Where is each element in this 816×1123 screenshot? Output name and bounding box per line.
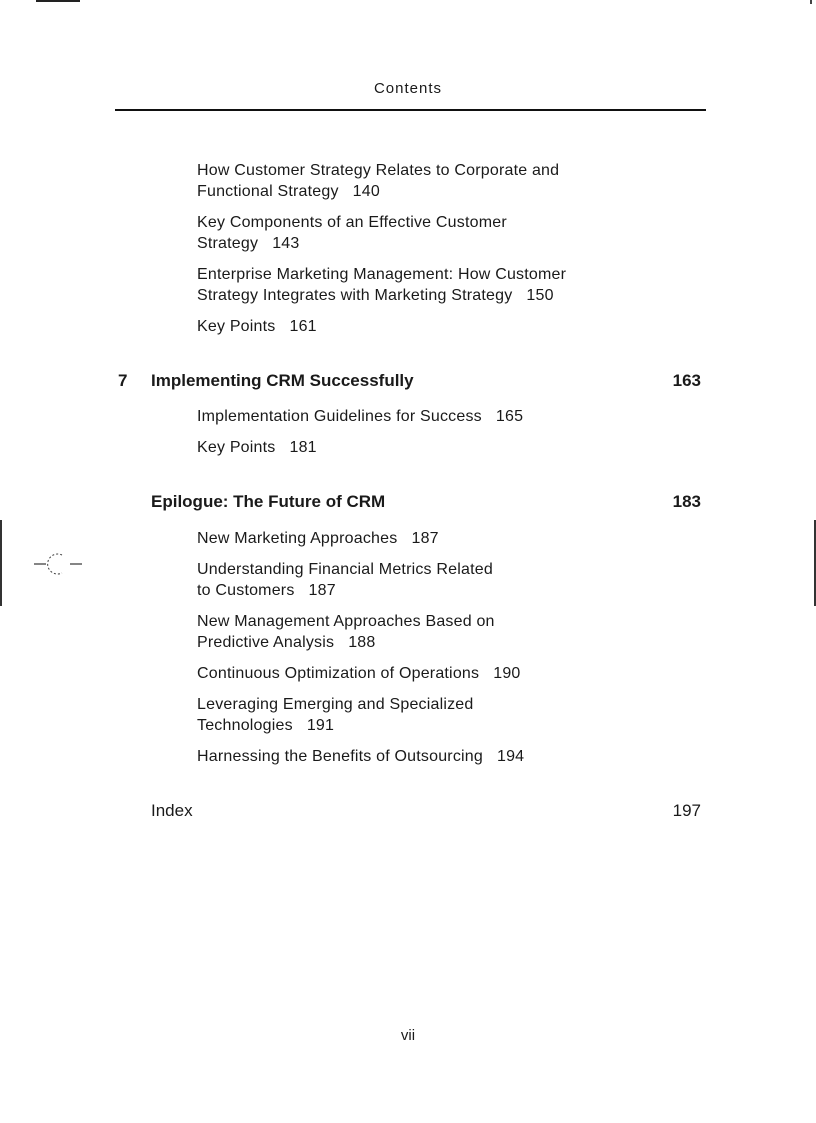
toc-entry[interactable] (197, 406, 637, 427)
index-page: 197 (672, 801, 701, 820)
toc-entry[interactable] (197, 694, 637, 736)
toc-entry-text: to Customers (197, 582, 295, 599)
registration-mark-icon (34, 552, 82, 576)
epilogue-page: 183 (672, 492, 701, 511)
chapter-page: 163 (672, 371, 701, 390)
toc-entry-page: 187 (411, 530, 439, 547)
toc-entry-text: Strategy (197, 235, 259, 252)
toc-entry-page: 165 (495, 408, 524, 425)
toc-entry-text: Enterprise Marketing Management: How Customer (197, 266, 567, 283)
toc-entry-text: New Marketing Approaches (197, 530, 398, 547)
toc-entry-text: How Customer Strategy Relates to Corporate and (197, 162, 560, 179)
index-title[interactable]: Index (151, 801, 193, 820)
toc-entry[interactable] (197, 437, 637, 458)
toc-entry-text: Leveraging Emerging and Specialized (197, 696, 474, 713)
chapter-number: 7 (118, 371, 128, 390)
toc-entry-page: 194 (496, 748, 525, 765)
chapter-title[interactable]: Implementing CRM Successfully (151, 371, 414, 390)
header-rule (115, 109, 706, 111)
toc-entry[interactable] (197, 746, 637, 767)
registration-bar-left (0, 520, 2, 606)
toc-entry[interactable] (197, 528, 637, 549)
crop-mark-top-right (810, 0, 812, 4)
toc-entry[interactable] (197, 212, 637, 254)
toc-entry-text: New Management Approaches Based on (197, 613, 495, 630)
epilogue-title[interactable]: Epilogue: The Future of CRM (151, 492, 386, 511)
toc-entry[interactable] (197, 264, 637, 306)
toc-entry-text: Functional Strategy (197, 183, 339, 200)
running-head: Contents (373, 80, 443, 97)
toc-entry-page: 188 (348, 634, 376, 651)
toc-entry-text: Technologies (197, 717, 293, 734)
page-number: vii (400, 1027, 416, 1044)
toc-entry-page: 161 (289, 318, 317, 335)
toc-entry[interactable] (197, 316, 637, 337)
toc-entry-text: Key Components of an Effective Customer (197, 214, 507, 231)
toc-entry-text: Continuous Optimization of Operations (197, 665, 480, 682)
toc-entry-page: 150 (526, 287, 554, 304)
toc-entry-text: Key Points (197, 318, 276, 335)
toc-entry-page: 190 (493, 665, 521, 682)
toc-entry[interactable] (197, 160, 637, 202)
crop-mark-top-left (36, 0, 80, 2)
toc-entry-text: Understanding Financial Metrics Related (197, 561, 493, 578)
toc-entry-page: 187 (308, 582, 336, 599)
toc-entry-text: Strategy Integrates with Marketing Strategy (197, 287, 513, 304)
toc-entry-page: 140 (352, 183, 380, 200)
toc-entry-text: Predictive Analysis (197, 634, 335, 651)
toc-entry[interactable] (197, 663, 637, 684)
toc-entry-page: 143 (272, 235, 300, 252)
toc-entry-text: Key Points (197, 439, 276, 456)
toc-entry-text: Implementation Guidelines for Success (197, 408, 482, 425)
toc-entry-text: Harnessing the Benefits of Outsourcing (197, 748, 483, 765)
toc-entry-page: 191 (306, 717, 335, 734)
toc-entry-page: 181 (289, 439, 317, 456)
toc-entry[interactable] (197, 611, 637, 653)
toc-entry[interactable] (197, 559, 637, 601)
